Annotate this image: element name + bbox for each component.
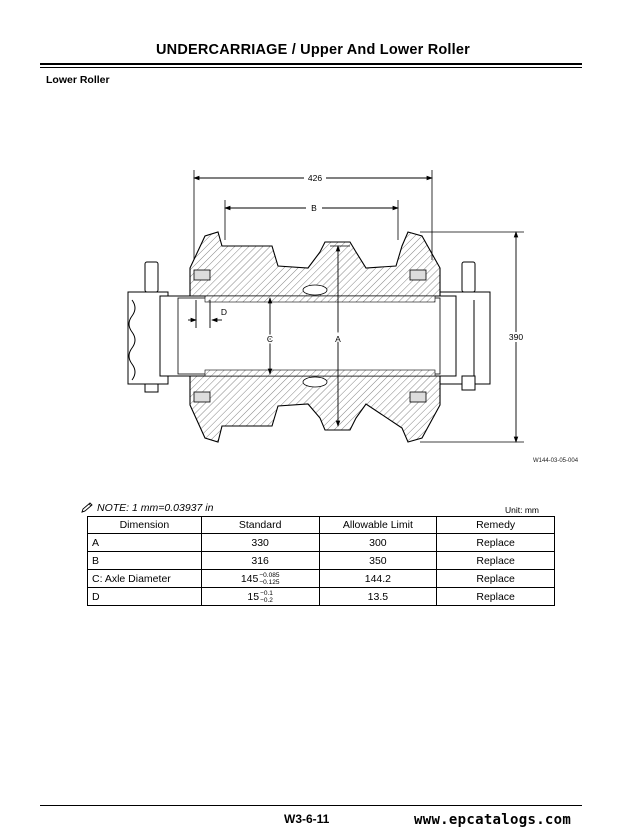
pencil-icon	[80, 502, 94, 514]
row-standard: 330	[201, 534, 319, 552]
figure-code: W144-03-05-004	[533, 458, 579, 464]
website-watermark[interactable]: www.epcatalogs.com	[414, 812, 572, 828]
row-dimension: C: Axle Diameter	[88, 570, 202, 588]
tolerance-lower: −0.2	[260, 596, 273, 604]
row-standard: 316	[201, 552, 319, 570]
dim-b-label: B	[311, 203, 317, 213]
row-standard	[201, 588, 319, 606]
header-remedy: Remedy	[437, 517, 555, 534]
row-limit: 144.2	[319, 570, 437, 588]
footer-rule	[40, 805, 582, 806]
tolerance-upper: −0.1	[260, 589, 273, 597]
table-row	[88, 552, 555, 570]
row-remedy: Replace	[437, 552, 555, 570]
row-remedy: Replace	[437, 570, 555, 588]
tolerance-lower: −0.125	[259, 578, 280, 586]
page-title: UNDERCARRIAGE / Upper And Lower Roller	[156, 42, 470, 58]
tolerance-upper: −0.085	[259, 571, 280, 579]
table-header-row	[88, 517, 555, 534]
header-rule-thin	[40, 67, 582, 68]
row-dimension: A	[88, 534, 202, 552]
dim-c-label: C	[266, 334, 274, 344]
note-text: NOTE: 1 mm=0.03937 in	[97, 502, 214, 514]
row-limit: 300	[319, 534, 437, 552]
spec-table	[87, 516, 555, 606]
row-dimension: D	[88, 588, 202, 606]
header-rule-thick	[40, 63, 582, 65]
row-dimension: B	[88, 552, 202, 570]
note	[80, 502, 213, 514]
table-row	[88, 588, 555, 606]
section-title: Lower Roller	[46, 74, 110, 86]
dim-d-label: D	[220, 307, 228, 317]
table-row	[88, 570, 555, 588]
page-number: W3-6-11	[284, 812, 330, 826]
dim-a-label: A	[335, 334, 341, 344]
standard-value: 145	[240, 572, 259, 585]
dim-390-label: 390	[508, 332, 524, 342]
header-allowable-limit: Allowable Limit	[319, 517, 437, 534]
header-standard: Standard	[201, 517, 319, 534]
tolerance	[259, 572, 279, 586]
table-row	[88, 534, 555, 552]
unit-label: Unit: mm	[505, 505, 539, 515]
header-dimension: Dimension	[88, 517, 202, 534]
row-remedy: Replace	[437, 534, 555, 552]
tolerance	[260, 590, 273, 604]
lower-roller-drawing	[110, 165, 530, 455]
row-limit: 13.5	[319, 588, 437, 606]
dim-426-label: 426	[307, 173, 323, 183]
row-standard	[201, 570, 319, 588]
row-remedy: Replace	[437, 588, 555, 606]
row-limit: 350	[319, 552, 437, 570]
standard-value: 15	[247, 590, 260, 603]
